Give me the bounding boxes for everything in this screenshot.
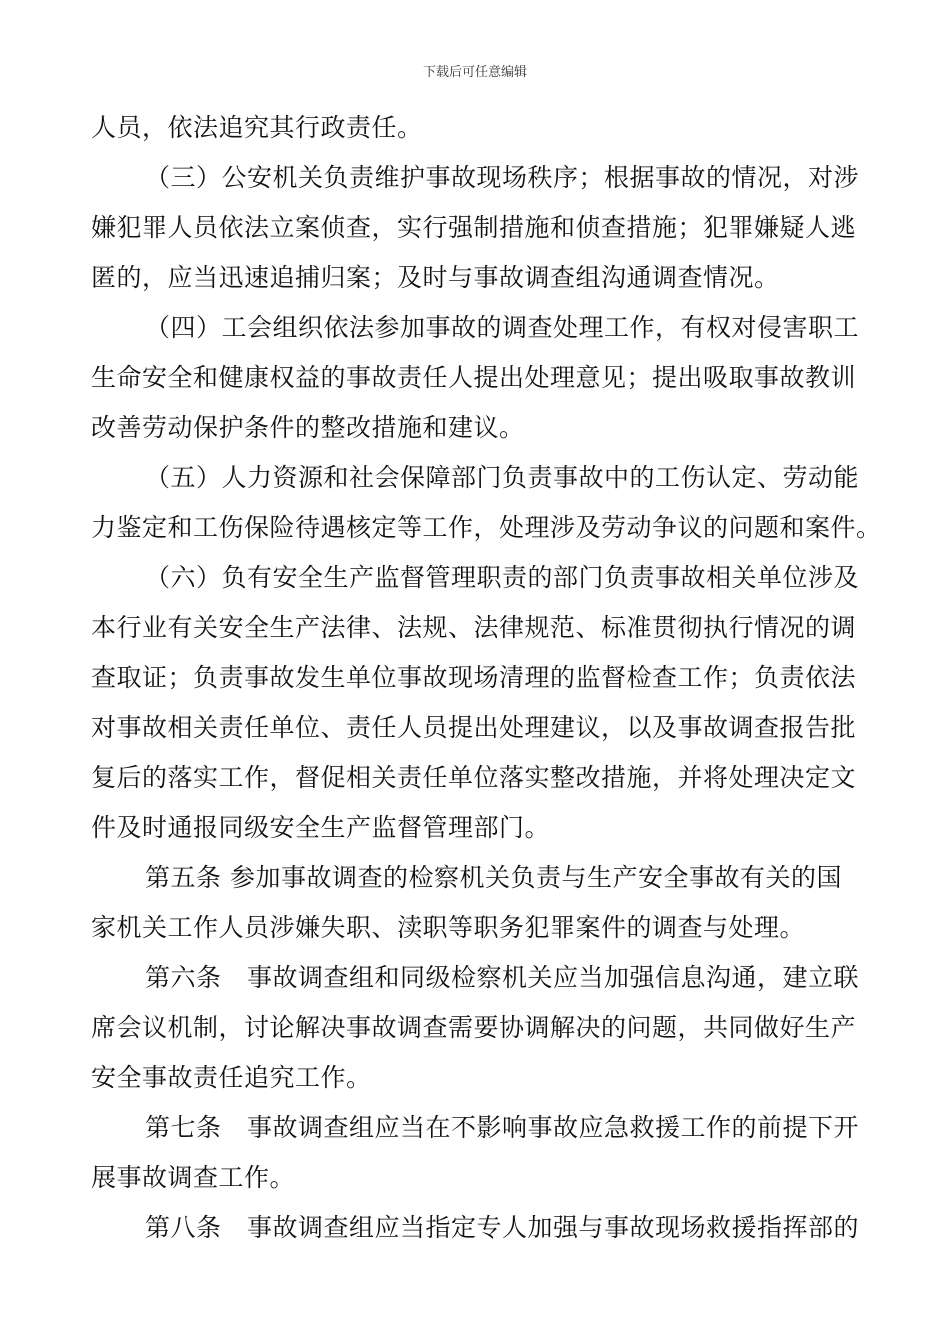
text-line: 生命安全和健康权益的事故责任人提出处理意见；提出吸取事故教训 bbox=[91, 363, 857, 392]
text-line: （四）工会组织依法参加事故的调查处理工作，有权对侵害职工 bbox=[145, 313, 860, 342]
document-body bbox=[91, 106, 882, 1256]
text-line: 席会议机制，讨论解决事故调查需要协调解决的问题，共同做好生产 bbox=[91, 1013, 857, 1042]
text-line: 家机关工作人员涉嫌失职、渎职等职务犯罪案件的调查与处理。 bbox=[91, 913, 806, 942]
text-line: 对事故相关责任单位、责任人员提出处理建议，以及事故调查报告批 bbox=[91, 713, 857, 742]
text-line: （三）公安机关负责维护事故现场秩序；根据事故的情况，对涉 bbox=[145, 163, 860, 192]
text-line: 复后的落实工作，督促相关责任单位落实整改措施，并将处理决定文 bbox=[91, 763, 857, 792]
text-line: 件及时通报同级安全生产监督管理部门。 bbox=[91, 813, 551, 842]
page-header: 下载后可任意编辑 bbox=[422, 65, 527, 80]
text-line: 第六条 事故调查组和同级检察机关应当加强信息沟通，建立联 bbox=[145, 963, 860, 992]
text-line: 安全事故责任追究工作。 bbox=[91, 1063, 372, 1092]
text-line: 改善劳动保护条件的整改措施和建议。 bbox=[91, 413, 525, 442]
text-line: 查取证；负责事故发生单位事故现场清理的监督检查工作；负责依法 bbox=[91, 663, 857, 692]
text-line: 本行业有关安全生产法律、法规、法律规范、标准贯彻执行情况的调 bbox=[91, 613, 857, 642]
text-line: 第五条 参加事故调查的检察机关负责与生产安全事故有关的国 bbox=[145, 863, 842, 892]
text-line: 人员，依法追究其行政责任。 bbox=[91, 113, 423, 142]
text-line: 第八条 事故调查组应当指定专人加强与事故现场救援指挥部的 bbox=[145, 1213, 860, 1242]
text-line: 力鉴定和工伤保险待遇核定等工作，处理涉及劳动争议的问题和案件。 bbox=[91, 513, 882, 542]
text-line: 嫌犯罪人员依法立案侦查，实行强制措施和侦查措施；犯罪嫌疑人逃 bbox=[91, 213, 857, 242]
text-line: 第七条 事故调查组应当在不影响事故应急救援工作的前提下开 bbox=[145, 1113, 860, 1142]
text-line: 展事故调查工作。 bbox=[91, 1163, 296, 1192]
text-line: （六）负有安全生产监督管理职责的部门负责事故相关单位涉及 bbox=[145, 563, 860, 592]
text-line: （五）人力资源和社会保障部门负责事故中的工伤认定、劳动能 bbox=[145, 463, 860, 492]
text-line: 匿的，应当迅速追捕归案；及时与事故调查组沟通调查情况。 bbox=[91, 263, 780, 292]
